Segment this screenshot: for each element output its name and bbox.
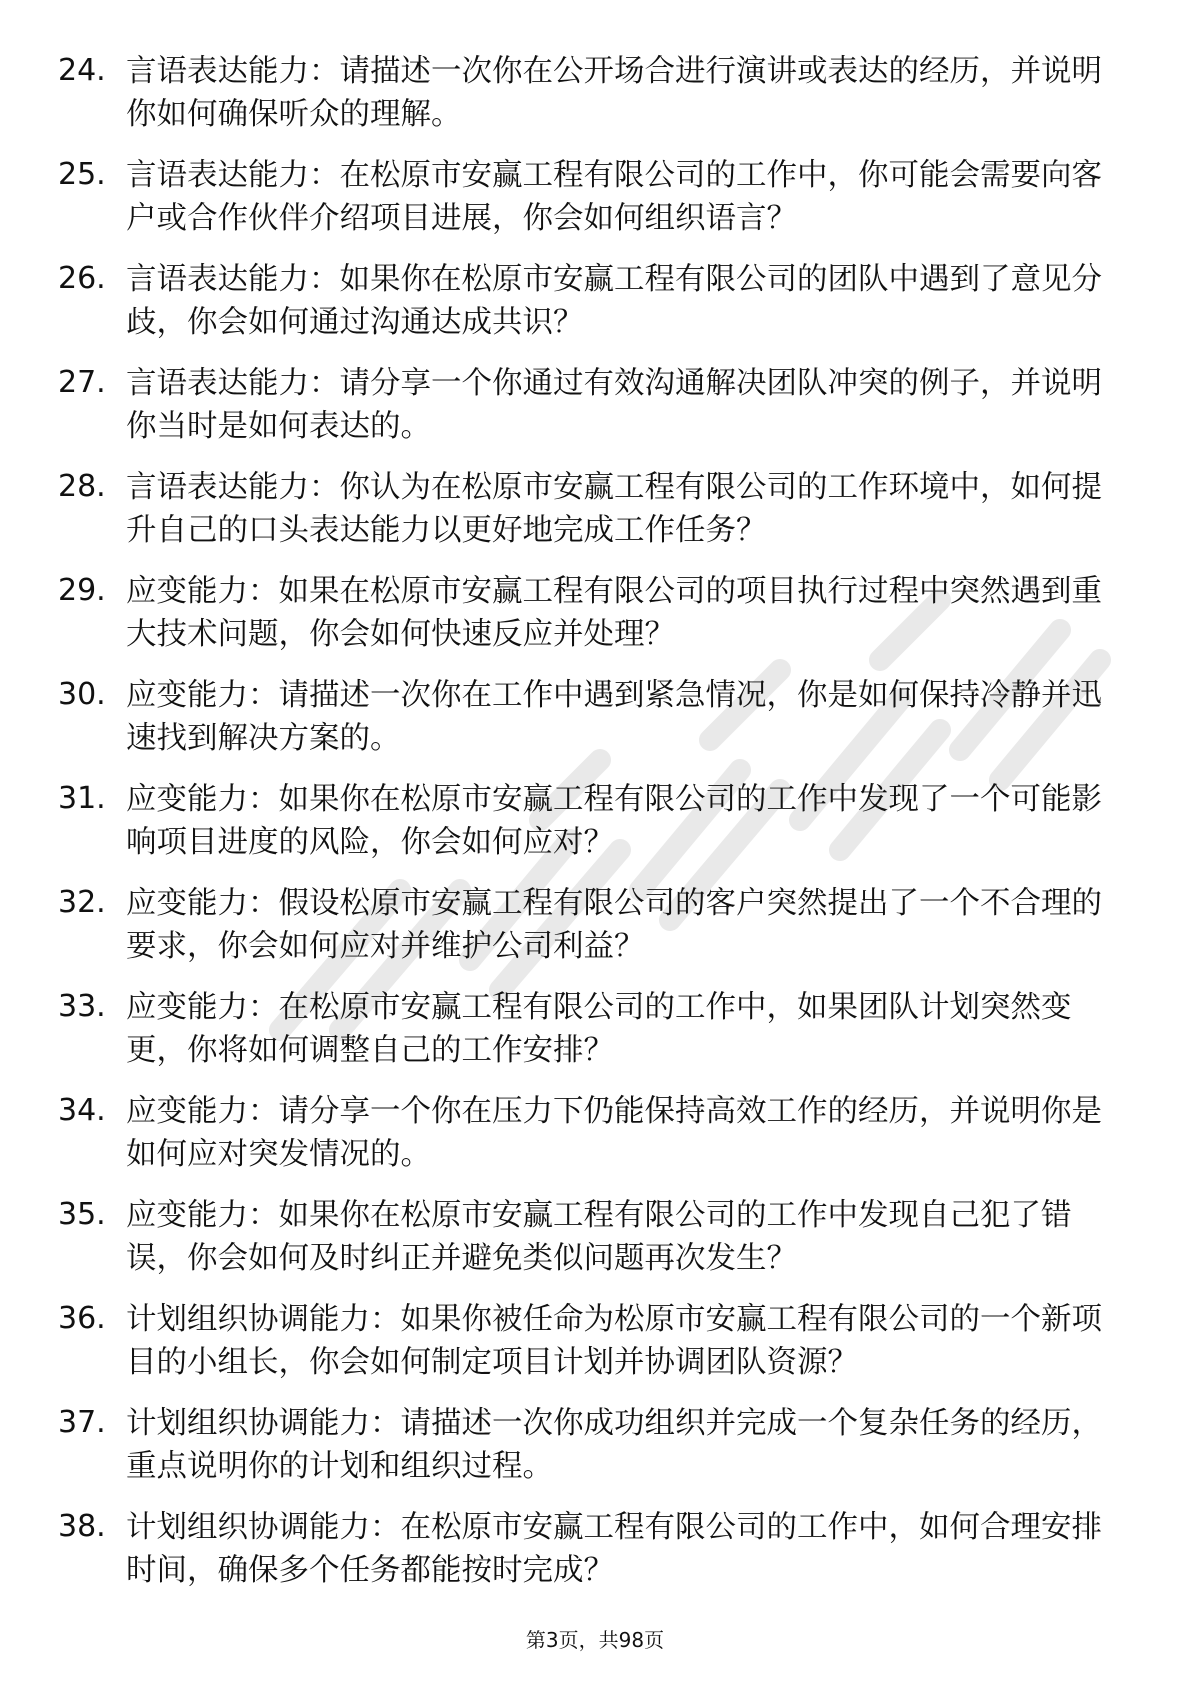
question-text: 应变能力：如果你在松原市安赢工程有限公司的工作中发现自己犯了错误，你会如何及时纠正并避免类似问题再次发生？ [126,1198,1072,1276]
question-item-30 [58,674,1128,776]
question-text: 言语表达能力：请分享一个你通过有效沟通解决团队冲突的例子，并说明你当时是如何表达的。 [126,366,1102,444]
question-item-29 [58,570,1128,672]
question-text: 言语表达能力：在松原市安赢工程有限公司的工作中，你可能会需要向客户或合作伙伴介绍项目进展，你会如何组织语言？ [126,158,1102,236]
page-number-footer: 第3页，共98页 [525,1628,665,1652]
question-number: 25. [58,157,106,192]
question-number: 29. [58,573,106,608]
question-item-28 [58,466,1128,568]
question-number: 26. [58,261,106,296]
question-text: 计划组织协调能力：如果你被任命为松原市安赢工程有限公司的一个新项目的小组长，你会如何制定项目计划并协调团队资源？ [126,1302,1102,1380]
question-text: 应变能力：请分享一个你在压力下仍能保持高效工作的经历，并说明你是如何应对突发情况的。 [126,1094,1102,1172]
question-item-32 [58,882,1128,984]
question-text: 应变能力：在松原市安赢工程有限公司的工作中，如果团队计划突然变更，你将如何调整自己的工作安排？ [126,990,1072,1068]
question-item-34 [58,1090,1128,1192]
question-number: 38. [58,1509,106,1544]
question-text: 计划组织协调能力：请描述一次你成功组织并完成一个复杂任务的经历，重点说明你的计划和组织过程。 [126,1406,1102,1484]
question-text: 言语表达能力：你认为在松原市安赢工程有限公司的工作环境中，如何提升自己的口头表达能力以更好地完成工作任务？ [126,470,1102,548]
question-item-35 [58,1194,1128,1296]
question-number: 27. [58,365,106,400]
question-item-31 [58,778,1128,880]
question-item-25 [58,154,1128,256]
question-text: 言语表达能力：请描述一次你在公开场合进行演讲或表达的经历，并说明你如何确保听众的理解。 [126,54,1102,132]
question-text: 应变能力：请描述一次你在工作中遇到紧急情况，你是如何保持冷静并迅速找到解决方案的。 [126,678,1102,756]
question-text: 应变能力：如果在松原市安赢工程有限公司的项目执行过程中突然遇到重大技术问题，你会如何快速反应并处理？ [126,574,1102,652]
question-item-38 [58,1506,1128,1608]
question-number: 33. [58,989,106,1024]
question-text: 应变能力：假设松原市安赢工程有限公司的客户突然提出了一个不合理的要求，你会如何应对并维护公司利益？ [126,886,1102,964]
question-number: 34. [58,1093,106,1128]
question-item-27 [58,362,1128,464]
question-number: 28. [58,469,106,504]
question-number: 31. [58,781,106,816]
question-number: 24. [58,53,106,88]
question-number: 36. [58,1301,106,1336]
question-list [58,50,1128,1610]
question-number: 35. [58,1197,106,1232]
question-item-26 [58,258,1128,360]
question-item-24 [58,50,1128,152]
question-number: 37. [58,1405,106,1440]
question-item-36 [58,1298,1128,1400]
question-text: 应变能力：如果你在松原市安赢工程有限公司的工作中发现了一个可能影响项目进度的风险，你会如何应对？ [126,782,1102,860]
question-number: 32. [58,885,106,920]
question-item-33 [58,986,1128,1088]
question-item-37 [58,1402,1128,1504]
question-text: 计划组织协调能力：在松原市安赢工程有限公司的工作中，如何合理安排时间，确保多个任务都能按时完成？ [126,1510,1102,1588]
question-number: 30. [58,677,106,712]
question-text: 言语表达能力：如果你在松原市安赢工程有限公司的团队中遇到了意见分歧，你会如何通过沟通达成共识？ [126,262,1102,340]
